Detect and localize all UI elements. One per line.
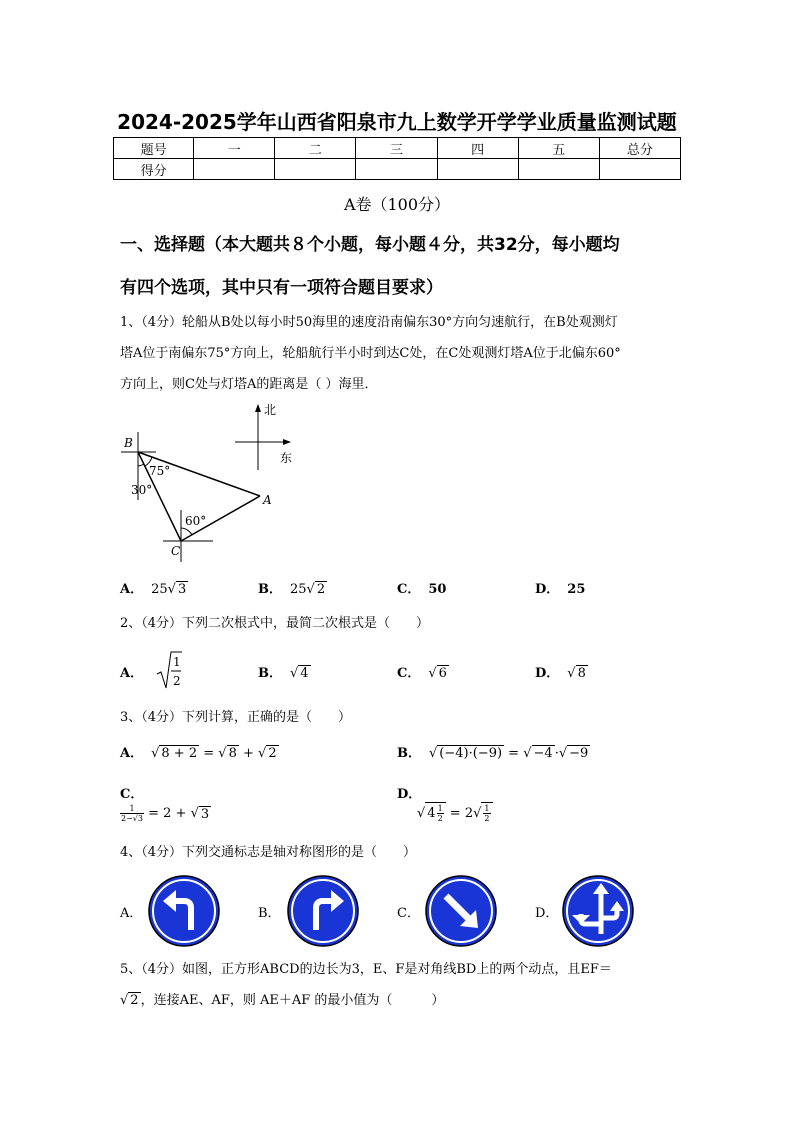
fraction-denominator: 2 xyxy=(173,674,181,688)
angle-30-label: 30° xyxy=(131,483,153,497)
question-3: 3、（4分）下列计算，正确的是（ ） xyxy=(120,710,352,725)
q4-option-b-sign[interactable] xyxy=(286,874,360,948)
score-table-header-row xyxy=(114,138,681,159)
q1-option-d[interactable] xyxy=(535,578,593,597)
option-label: A． xyxy=(120,665,144,681)
radicand: −4 xyxy=(533,746,553,761)
fraction xyxy=(483,804,490,823)
score-row-label: 得分 xyxy=(114,159,194,180)
radicand: 6 xyxy=(438,666,447,681)
question-1-figure xyxy=(118,400,308,565)
angle-75-label: 75° xyxy=(149,464,171,478)
score-cell xyxy=(356,159,437,180)
angle-60-label: 60° xyxy=(185,514,207,528)
score-header-cell: 五 xyxy=(518,138,599,159)
equals-sign: = xyxy=(504,746,524,761)
question-1 xyxy=(120,307,680,400)
q1-option-a[interactable]: A． 25√ 3 xyxy=(120,582,187,597)
fraction-numerator: 1 xyxy=(484,804,490,813)
fraction-denominator: 2−√3 xyxy=(121,814,143,823)
fraction-numerator: 1 xyxy=(129,804,135,813)
point-a-label: A xyxy=(263,493,272,507)
sign-background xyxy=(149,876,219,946)
fraction-numerator: 1 xyxy=(173,655,181,669)
option-label: C． xyxy=(120,787,144,802)
option-label: C． xyxy=(397,666,421,681)
score-cell xyxy=(599,159,680,180)
option-value: 50 xyxy=(428,582,447,597)
score-cell xyxy=(518,159,599,180)
sqrt-fraction xyxy=(155,650,183,692)
q2-option-d[interactable]: D． √ 8 xyxy=(535,666,586,681)
score-header-cell: 三 xyxy=(356,138,437,159)
radicand: 2 xyxy=(268,746,277,761)
question-1-line1: 1、（4分）轮船从B处以每小时50海里的速度沿南偏东30°方向匀速航行，在B处观测灯 xyxy=(120,315,618,330)
fraction-numerator: 1 xyxy=(437,804,443,813)
radicand: 3 xyxy=(200,806,210,822)
radical-content xyxy=(425,802,445,824)
question-2: 2、（4分）下列二次根式中，最简二次根式是（ ） xyxy=(120,616,430,631)
q3-option-a[interactable]: A． √ 8 + 2 = √ 8 + √ 2 xyxy=(120,746,277,761)
equation-rhs: = 2 xyxy=(445,805,474,821)
score-cell xyxy=(194,159,275,180)
score-header-cell: 二 xyxy=(275,138,356,159)
q4-option-c-sign[interactable] xyxy=(424,874,498,948)
score-header-cell: 一 xyxy=(194,138,275,159)
option-label: B． xyxy=(258,582,282,597)
q4-option-a-sign[interactable] xyxy=(147,874,221,948)
q2-option-b[interactable]: B． √ 4 xyxy=(258,666,309,681)
angle-arc-30 xyxy=(138,464,144,466)
q2-option-a[interactable] xyxy=(120,650,183,692)
option-coef: 25 xyxy=(151,582,168,597)
page-title: 2024-2025学年山西省阳泉市九上数学开学学业质量监测试题 xyxy=(117,110,677,134)
question-4: 4、（4分）下列交通标志是轴对称图形的是（ ） xyxy=(120,845,417,860)
score-cell xyxy=(437,159,518,180)
score-table xyxy=(113,137,681,180)
section-heading-line1: 一、选择题（本大题共８个小题，每小题４分，共32分，每小题均 xyxy=(120,235,620,255)
north-label: 北 xyxy=(264,403,277,417)
angle-arc-60 xyxy=(181,528,192,535)
score-table-score-row xyxy=(114,159,681,180)
q3-option-b[interactable]: B． √ (−4)·(−9) = √ −4 ·√ −9 xyxy=(397,746,589,761)
q1-option-c[interactable] xyxy=(397,578,454,597)
volume-heading: A卷（100分） xyxy=(343,195,451,214)
score-header-cell: 四 xyxy=(437,138,518,159)
fraction-denominator: 2 xyxy=(437,814,443,823)
option-label: D． xyxy=(535,666,560,681)
point-b-label: B xyxy=(124,436,133,450)
score-header-cell: 总分 xyxy=(599,138,680,159)
option-label: D． xyxy=(535,582,560,597)
radicand: (−4)·(−9) xyxy=(439,746,503,761)
question-1-line3: 方向上，则C处与灯塔A的距离是（ ）海里． xyxy=(120,377,378,392)
question-1-line2: 塔A位于南偏东75°方向上，轮船航行半小时到达C处，在C处观测灯塔A位于北偏东60° xyxy=(120,346,621,361)
option-coef: 25 xyxy=(290,582,307,597)
equation-rhs: = 2 + xyxy=(143,806,191,821)
option-label: A． xyxy=(120,582,144,597)
option-label: A． xyxy=(120,746,144,761)
radicand: 8 + 2 xyxy=(161,746,198,761)
option-label: D． xyxy=(397,787,422,802)
sign-background xyxy=(288,876,358,946)
radicand: 4 xyxy=(300,666,309,681)
q4-option-a-label: A． xyxy=(120,906,143,921)
q3-option-d[interactable]: D． √ 4 $\frac{1}{2}$ = 2 √ $\frac{1}{2}$ xyxy=(397,783,493,824)
east-arrow-icon xyxy=(283,439,291,445)
option-label: B． xyxy=(397,746,421,761)
q4-option-d-label: D． xyxy=(535,906,559,921)
fraction xyxy=(437,804,444,823)
radicand: 3 xyxy=(177,582,187,597)
plus-sign: + xyxy=(238,746,259,761)
question-5 xyxy=(120,954,680,1016)
point-c-label: C xyxy=(171,544,181,558)
q4-option-b-label: B． xyxy=(258,906,281,921)
east-label: 东 xyxy=(280,451,293,465)
north-arrow-icon xyxy=(255,404,261,412)
radicand: 2 xyxy=(316,582,326,597)
equals-sign: = xyxy=(199,746,219,761)
question-5-line1: 5、（4分）如图，正方形ABCD的边长为3，E、F是对角线BD上的两个动点，且EF＝ xyxy=(120,962,612,977)
q4-option-c-label: C． xyxy=(397,906,420,921)
option-label: B． xyxy=(258,666,282,681)
option-label: C． xyxy=(397,582,421,597)
radicand: 8 xyxy=(228,746,237,761)
radicand: −9 xyxy=(569,746,589,761)
fraction-denominator: 2 xyxy=(484,814,490,823)
mixed-integer: 4 xyxy=(427,806,436,821)
dot-sign: · xyxy=(554,746,559,761)
question-5-line2: √ 2 ，连接AE、AF，则 AE＋AF 的最小值为（ ） xyxy=(120,993,445,1008)
section-heading-line2: 有四个选项，其中只有一项符合题目要求） xyxy=(120,278,443,298)
q3-option-c[interactable]: C． $\frac{1}{2-√3}$ = 2 + √ 3 xyxy=(120,787,210,823)
score-cell xyxy=(275,159,356,180)
score-header-cell: 题号 xyxy=(114,138,194,159)
radicand: 2 xyxy=(130,993,139,1008)
q4-option-d-sign[interactable] xyxy=(561,874,635,948)
fraction xyxy=(120,804,144,823)
radicand: 8 xyxy=(577,666,586,681)
radical-content xyxy=(481,802,492,824)
question-5-line2-text: ，连接AE、AF，则 AE＋AF 的最小值为（ ） xyxy=(140,993,445,1008)
option-value: 25 xyxy=(567,582,586,597)
q2-option-c[interactable]: C． √ 6 xyxy=(397,666,447,681)
q1-option-b[interactable]: B． 25√ 2 xyxy=(258,582,326,597)
